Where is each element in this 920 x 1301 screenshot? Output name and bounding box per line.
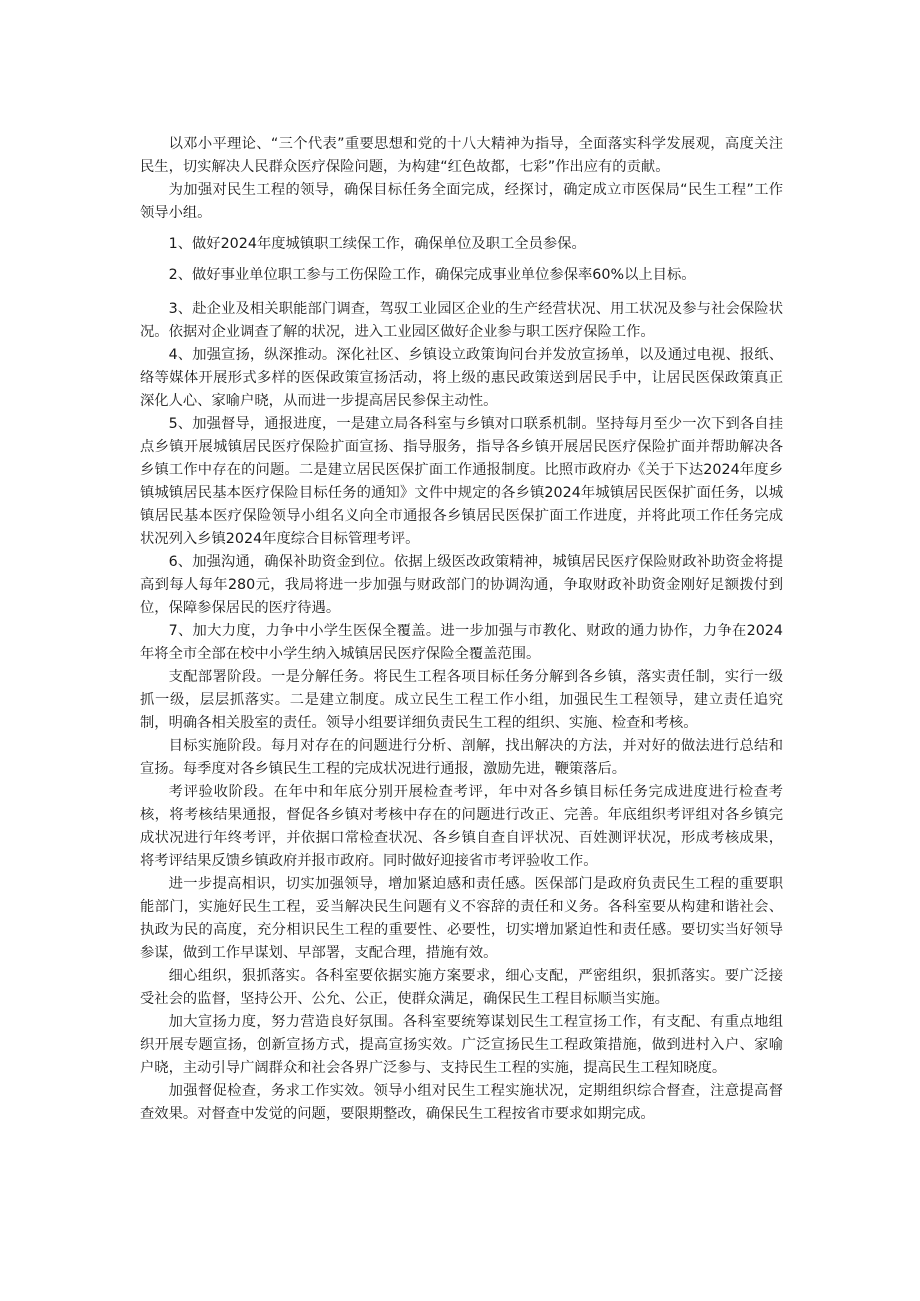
paragraph-guiding-ideology: 以邓小平理论、“三个代表”重要思想和党的十八大精神为指导，全面落实科学发展观，高度关注民生，切实解决人民群众医疗保险问题，为构建“红色故都，七彩”作出应有的贡献。	[140, 136, 783, 175]
paragraph-organize-carefully: 细心组织，狠抓落实。各科室要依据实施方案要求，细心支配，严密组织，狠抓落实。要广泛接受社会的监督，坚持公开、公允、公正，使群众满足，确保民生工程目标顺当实施。	[140, 968, 783, 1007]
paragraph-deployment-stage: 支配部署阶段。一是分解任务。将民生工程各项目标任务分解到各乡镇，落实责任制，实行一级抓一级，层层抓落实。二是建立制度。成立民生工程工作小组，加强民生工程领导，建立责任追究制，明确各相关股室的责任。领导小组要详细负责民生工程的组织、实施、检查和考核。	[140, 669, 783, 731]
paragraph-raise-awareness: 进一步提高相识，切实加强领导，增加紧迫感和责任感。医保部门是政府负责民生工程的重要职能部门，实施好民生工程，妥当解决民生问题有义不容辞的责任和义务。各科室要从构建和谐社会、执政为民的高度，充分相识民生工程的重要性、必要性，切实增加紧迫性和责任感。要切实当好领导参谋，做到工作早谋划、早部署，支配合理，措施有效。	[140, 876, 783, 961]
paragraph-publicity: 加大宣扬力度，努力营造良好氛围。各科室要统筹谋划民生工程宣扬工作，有支配、有重点地组织开展专题宣扬，创新宣扬方式，提高宣扬实效。广泛宣扬民生工程政策措施，做到进村入户、家喻户晓，主动引导广阔群众和社会各界广泛参与、支持民生工程的实施，提高民生工程知晓度。	[140, 1014, 783, 1076]
paragraph-task-7: 7、加大力度，力争中小学生医保全覆盖。进一步加强与市教化、财政的通力协作，力争在2024年将全市全部在校中小学生纳入城镇居民医疗保险全覆盖范围。	[140, 623, 783, 662]
paragraph-evaluation-stage: 考评验收阶段。在年中和年底分别开展检查考评，年中对各乡镇目标任务完成进度进行检查考核，将考核结果通报，督促各乡镇对考核中存在的问题进行改正、完善。年底组织考评组对各乡镇完成状况进行年终考评，并依据口常检查状况、各乡镇自查自评状况、百姓测评状况，形成考核成果，将考评结果反馈乡镇政府并报市政府。同时做好迎接省市考评验收工作。	[140, 784, 783, 869]
paragraph-task-3: 3、赴企业及相关职能部门调查，驾驭工业园区企业的生产经营状况、用工状况及参与社会保险状况。依据对企业调查了解的状况，进入工业园区做好企业参与职工医疗保险工作。	[140, 301, 783, 340]
paragraph-task-4: 4、加强宣扬，纵深推动。深化社区、乡镇设立政策询问台并发放宣扬单，以及通过电视、报纸、络等媒体开展形式多样的医保政策宣扬活动，将上级的惠民政策送到居民手中，让居民医保政策真正深化人心、家喻户晓，从而进一步提高居民参保主动性。	[140, 347, 783, 409]
paragraph-implementation-stage: 目标实施阶段。每月对存在的问题进行分析、剖解，找出解决的方法，并对好的做法进行总结和宣扬。每季度对各乡镇民生工程的完成状况进行通报，激励先进，鞭策落后。	[140, 738, 783, 777]
paragraph-supervision: 加强督促检查，务求工作实效。领导小组对民生工程实施状况，定期组织综合督查，注意提高督查效果。对督查中发觉的问题，要限期整改，确保民生工程按省市要求如期完成。	[140, 1083, 783, 1122]
paragraph-leadership-group: 为加强对民生工程的领导，确保目标任务全面完成，经探讨，确定成立市医保局“民生工程”工作领导小组。	[140, 182, 783, 221]
paragraph-task-1: 1、做好2024年度城镇职工续保工作，确保单位及职工全员参保。	[168, 236, 586, 252]
document-body	[140, 133, 783, 1126]
paragraph-task-2: 2、做好事业单位职工参与工伤保险工作，确保完成事业单位参保率60%以上目标。	[168, 267, 696, 283]
paragraph-task-5: 5、加强督导，通报进度，一是建立局各科室与乡镇对口联系机制。坚持每月至少一次下到各自挂点乡镇开展城镇居民医疗保险扩面宣扬、指导服务，指导各乡镇开展居民医疗保险扩面并帮助解决各乡镇工作中存在的问题。二是建立居民医保扩面工作通报制度。比照市政府办《关于下达2024年度乡镇城镇居民基本医疗保险目标任务的通知》文件中规定的各乡镇2024年城镇居民医保扩面任务，以城镇居民基本医疗保险领导小组名义向全市通报各乡镇居民医保扩面工作进度，并将此项工作任务完成状况列入乡镇2024年度综合目标管理考评。	[140, 416, 783, 547]
paragraph-task-6: 6、加强沟通，确保补助资金到位。依据上级医改政策精神，城镇居民医疗保险财政补助资金将提高到每人每年280元，我局将进一步加强与财政部门的协调沟通，争取财政补助资金刚好足额拨付到位，保障参保居民的医疗待遇。	[140, 554, 783, 616]
